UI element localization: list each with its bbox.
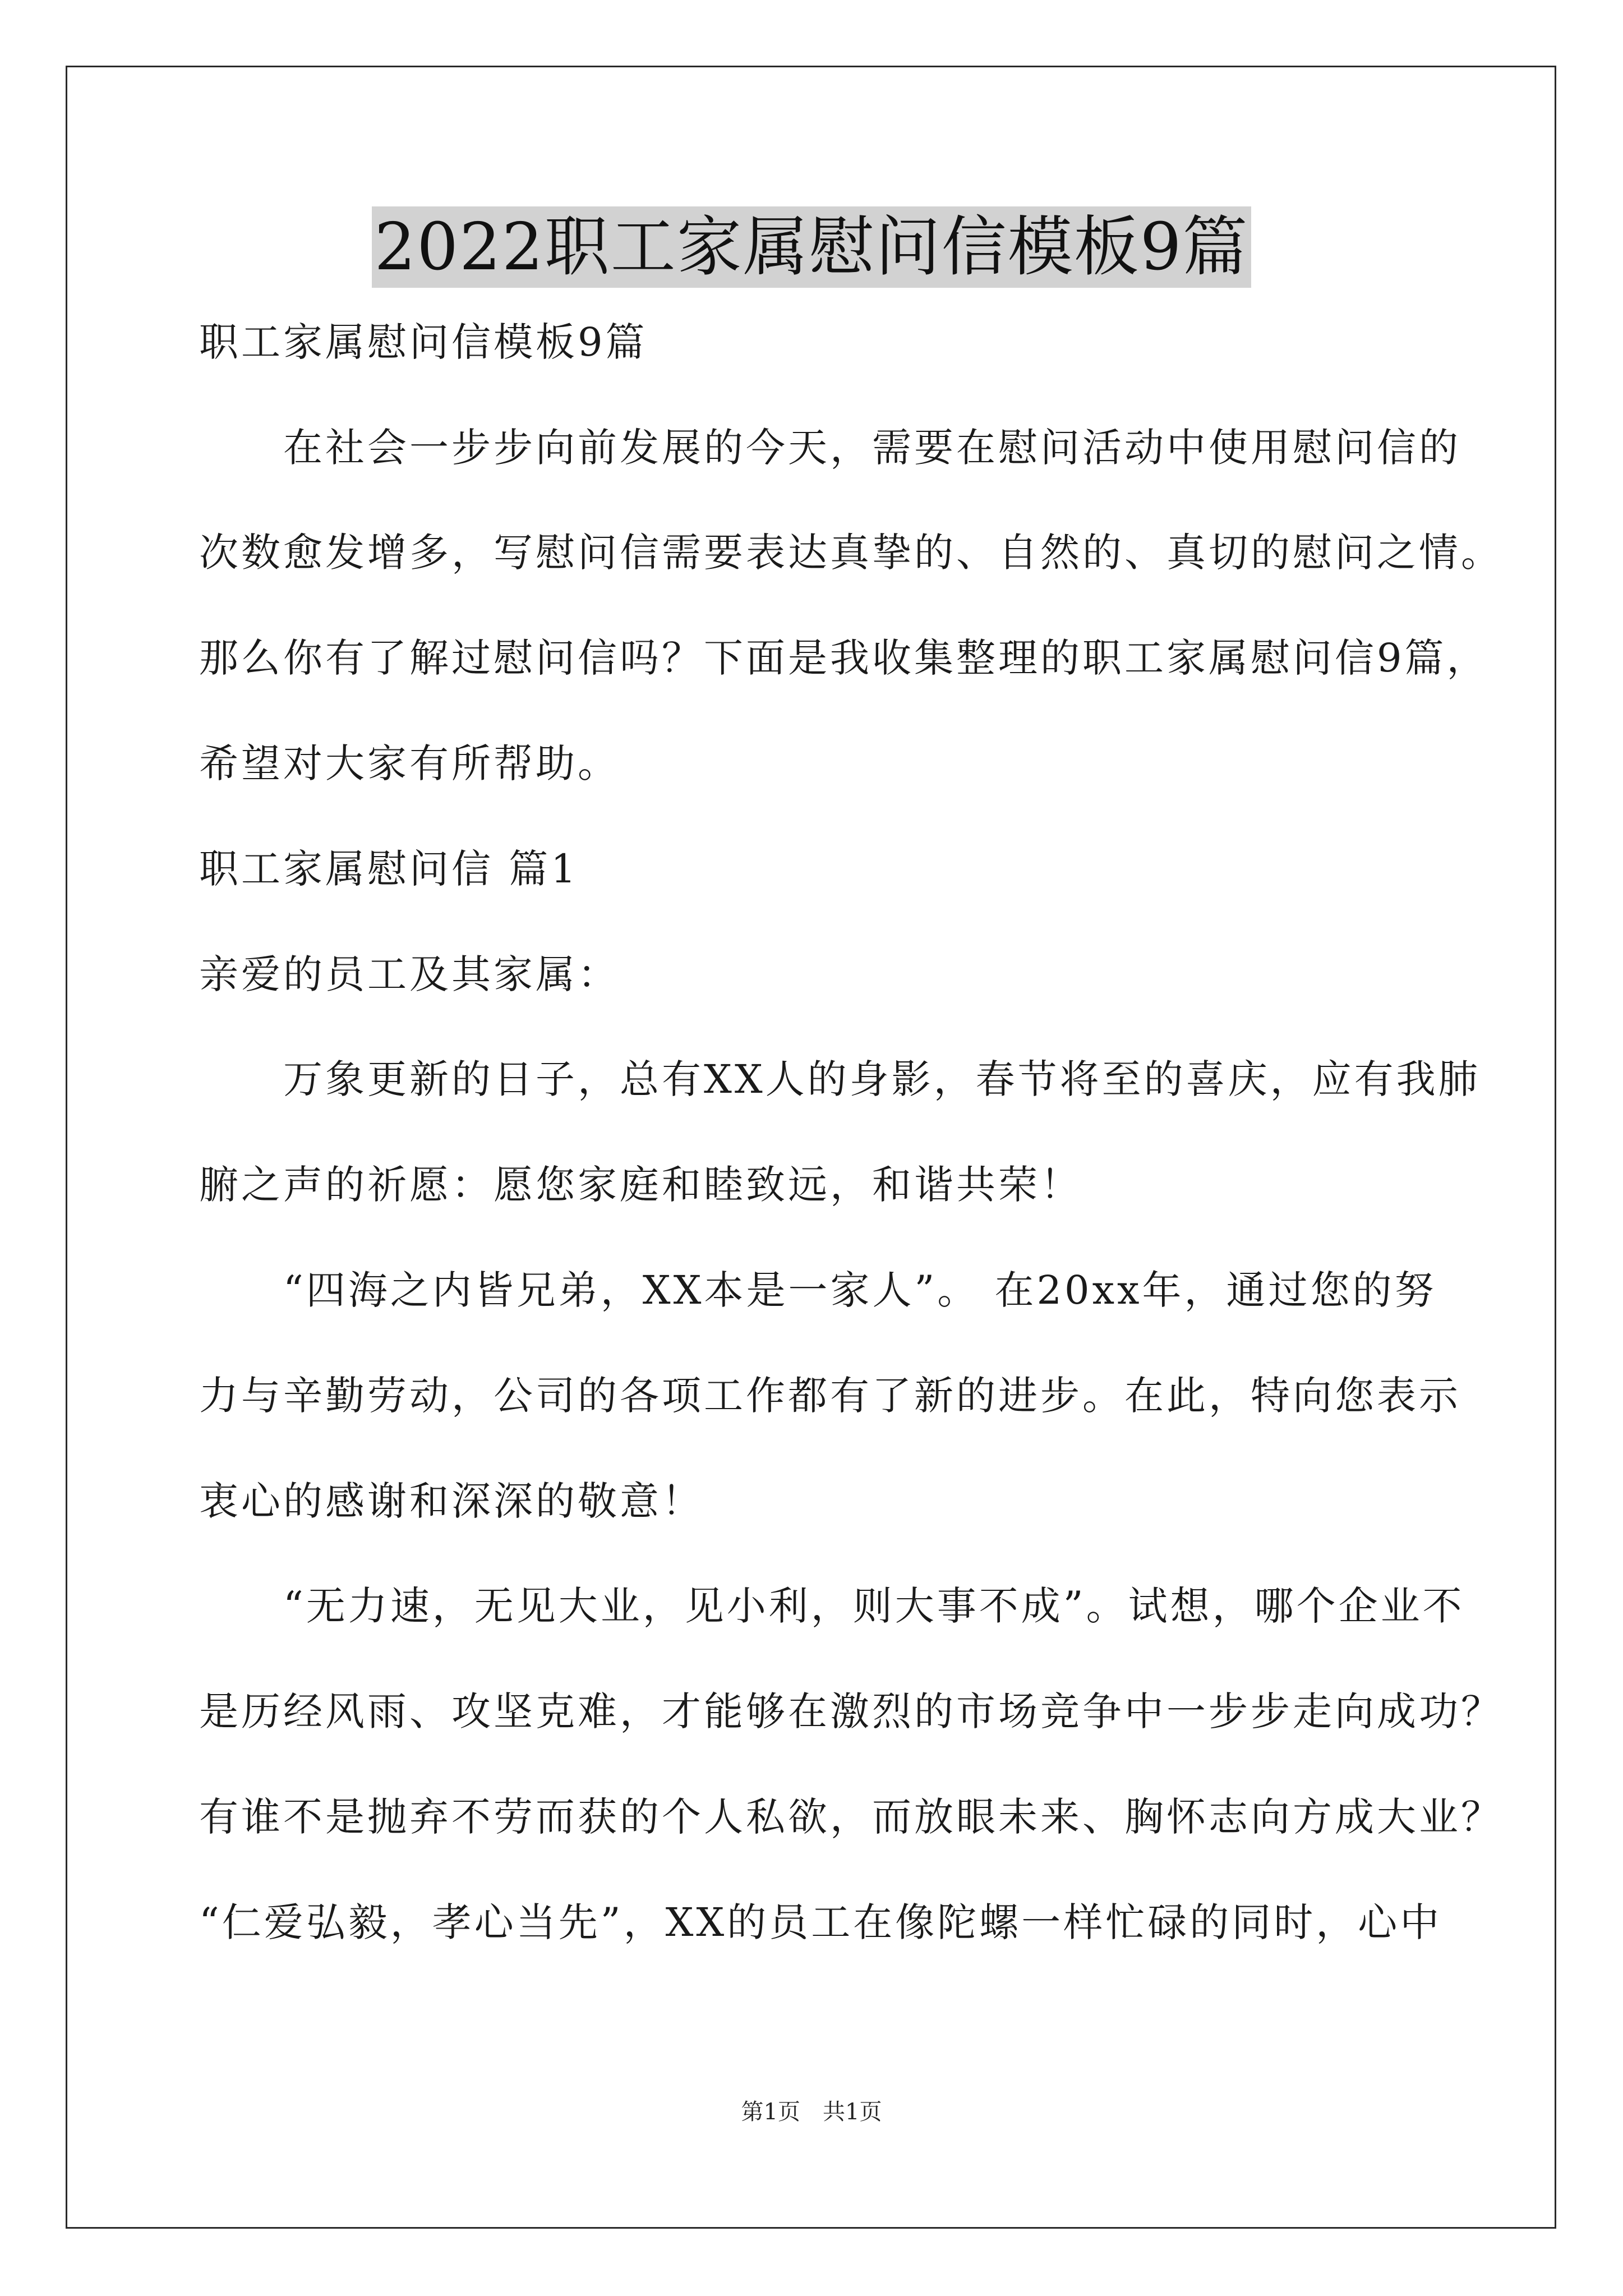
- salutation: 亲爱的员工及其家属：: [199, 951, 620, 997]
- body-line: 万象更新的日子，总有XX人的身影，春节将至的喜庆，应有我肺: [199, 1056, 1481, 1102]
- title-container: [0, 206, 1623, 288]
- body-line: 是历经风雨、攻坚克难，才能够在激烈的市场竞争中一步步走向成功？: [199, 1688, 1503, 1734]
- body-line: 力与辛勤劳动，公司的各项工作都有了新的进步。在此，特向您表示: [199, 1373, 1461, 1419]
- body-line: 次数愈发增多，写慰问信需要表达真挚的、自然的、真切的慰问之情。: [199, 530, 1503, 576]
- document-title: 2022职工家属慰问信模板9篇: [372, 206, 1251, 288]
- body-line: 那么你有了解过慰问信吗？下面是我收集整理的职工家属慰问信9篇，: [199, 635, 1489, 681]
- body-line: 腑之声的祈愿：愿您家庭和睦致远，和谐共荣！: [199, 1162, 1082, 1208]
- body-line: 衷心的感谢和深深的敬意！: [199, 1478, 704, 1524]
- section-heading: 职工家属慰问信 篇1: [199, 846, 579, 892]
- page-footer: 第1页 共1页: [741, 2099, 882, 2125]
- body-line: “仁爱弘毅，孝心当先”，XX的员工在像陀螺一样忙碌的同时，心中: [199, 1899, 1442, 1945]
- subtitle-line: 职工家属慰问信模板9篇: [199, 319, 648, 365]
- body-line: “四海之内皆兄弟，XX本是一家人”。 在20xx年，通过您的努: [199, 1267, 1437, 1313]
- body-line: 有谁不是抛弃不劳而获的个人私欲，而放眼未来、胸怀志向方成大业？: [199, 1794, 1503, 1840]
- body-line: “无力速，无见大业，见小利，则大事不成”。试想，哪个企业不: [199, 1583, 1465, 1629]
- body-line: 在社会一步步向前发展的今天，需要在慰问活动中使用慰问信的: [199, 425, 1461, 471]
- body-line: 希望对大家有所帮助。: [199, 740, 620, 786]
